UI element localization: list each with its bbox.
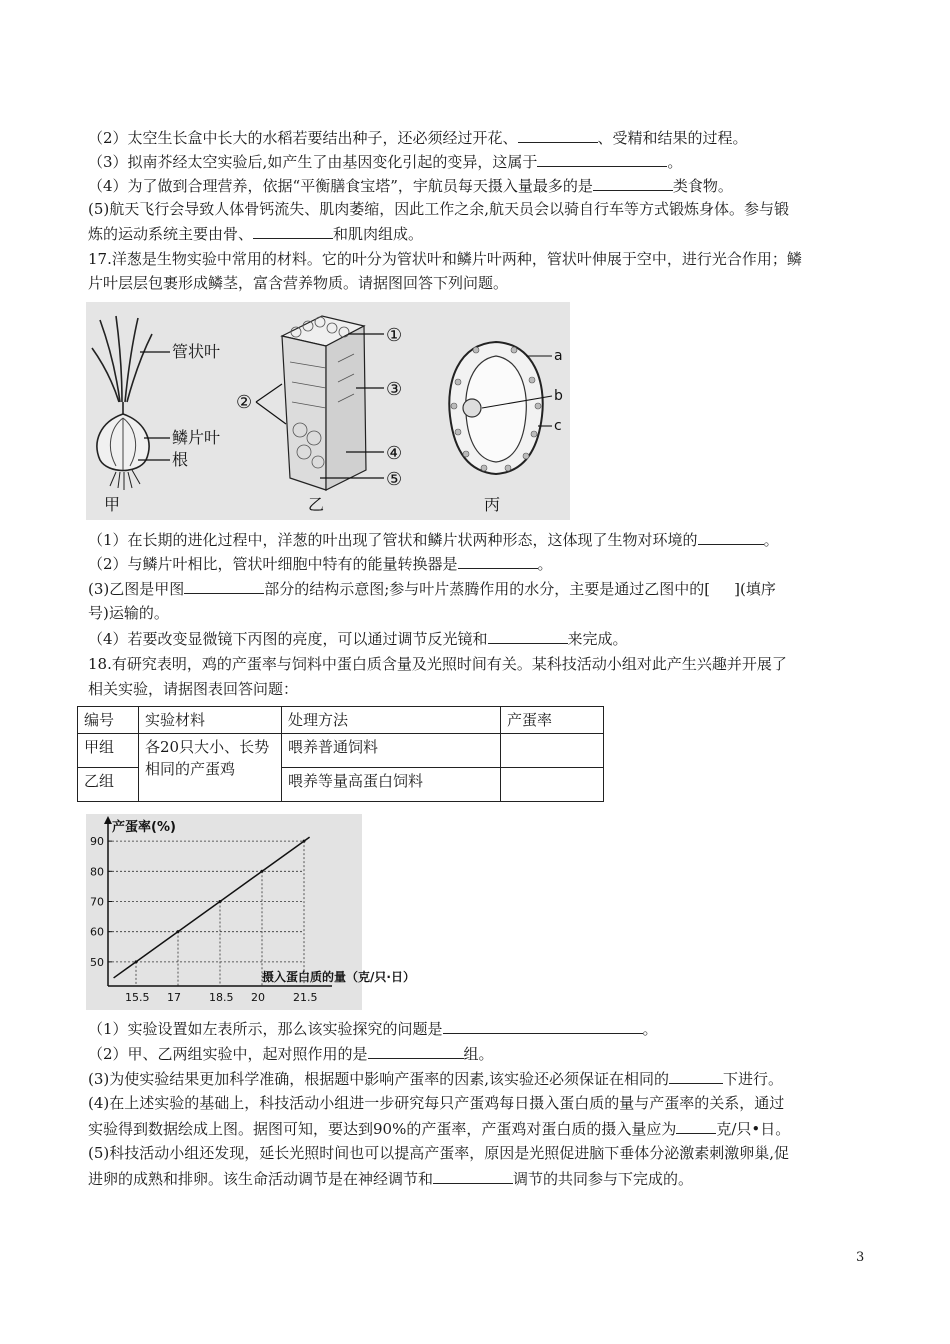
table-header-row [78,707,604,734]
data-point [219,900,222,903]
x-tick-label: 18.5 [209,991,234,1004]
egg-rate-chart [86,814,415,1010]
treatment-yi: 喂养等量高蛋白饲料 [282,768,501,802]
group-yi: 乙组 [78,768,139,802]
onion-figure [86,302,570,520]
q17-4: （4）若要改变显微镜下丙图的亮度，可以通过调节反光镜和 来完成。 [88,627,628,650]
treatment-jia: 喂养普通饲料 [282,734,501,768]
x-tick-label: 17 [167,991,181,1004]
label-n5: ⑤ [386,469,403,490]
q18-stem-a: 18.有研究表明，鸡的产蛋率与饲料中蛋白质含量及光照时间有关。某科技活动小组对此产生兴趣并开展了 [88,655,787,673]
x-axis-label: 摄入蛋白质的量（克/只·日） [262,970,415,984]
q18-stem-b: 相关实验，请据图表回答问题： [88,680,299,698]
q17-2: （2）与鳞片叶相比，管状叶细胞中特有的能量转换器是 。 [88,552,553,575]
q17-stem-a: 17.洋葱是生物实验中常用的材料。它的叶分为管状叶和鳞片叶两种，管状叶伸展于空中，进行光合作用；鳞 [88,250,802,268]
label-b: b [554,388,563,404]
q16-2: （2）太空生长盒中长大的水稻若要结出种子，还必须经过开花、 、受精和结果的过程。 [88,126,748,149]
x-tick-label: 20 [251,991,265,1004]
table-header: 产蛋率 [501,707,604,734]
table-header: 编号 [78,707,139,734]
q16-5b: 炼的运动系统主要由骨、 和肌肉组成。 [88,222,423,245]
y-axis-label: 产蛋率(%) [112,820,176,835]
y-tick-label: 90 [90,835,104,849]
label-yi: 乙 [308,495,325,514]
q17-3b: 号)运输的。 [88,604,169,622]
table-header: 处理方法 [282,707,501,734]
label-n4: ④ [386,443,403,464]
rate-jia [501,734,604,768]
q17-3a: (3)乙图是甲图 部分的结构示意图;参与叶片蒸腾作用的水分，主要是通过乙图中的[ ](填序 [88,577,776,600]
y-tick-label: 80 [90,865,104,879]
label-bing: 丙 [484,495,501,514]
data-point [261,870,264,873]
label-n3: ③ [386,379,403,400]
data-point [303,840,306,843]
data-point [177,930,180,933]
q16-3: （3）拟南芥经太空实验后,如产生了由基因变化引起的变异，这属于 。 [88,150,682,173]
label-jia: 甲 [104,495,121,514]
label-c: c [554,418,562,434]
q18-5b: 进卵的成熟和排卵。该生命活动调节是在神经调节和 调节的共同参与下完成的。 [88,1167,693,1190]
page-number: 3 [856,1250,865,1265]
x-tick-label: 15.5 [125,991,150,1004]
q18-3: (3)为使实验结果更加科学准确，根据题中影响产蛋率的因素,该实验还必须保证在相同的 下进行。 [88,1067,783,1090]
label-tube-leaf: 管状叶 [172,342,221,361]
q17-1: （1）在长期的进化过程中，洋葱的叶出现了管状和鳞片状两种形态，这体现了生物对环境的 。 [88,528,779,551]
q18-1: （1）实验设置如左表所示，那么该实验探究的问题是 。 [88,1017,658,1040]
y-tick-label: 70 [90,895,104,909]
chart-svg [86,814,415,1010]
label-n1: ① [386,325,403,346]
material-cell: 各20只大小、长势相同的产蛋鸡 [139,734,282,802]
q17-stem-b: 片叶层层包裹形成鳞茎，富含营养物质。请据图回答下列问题。 [88,274,509,292]
q18-4a: (4)在上述实验的基础上，科技活动小组进一步研究每只产蛋鸡每日摄入蛋白质的量与产蛋率的关系，通过 [88,1094,785,1112]
table-row [78,734,604,768]
data-point [135,960,138,963]
label-root: 根 [172,450,189,469]
q18-5a: (5)科技活动小组还发现，延长光照时间也可以提高产蛋率，原因是光照促进脑下垂体分泌激素刺激卵巢,促 [88,1144,790,1162]
q16-5a: (5)航天飞行会导致人体骨钙流失、肌肉萎缩，因此工作之余,航天员会以骑自行车等方式锻炼身体。参与锻 [88,200,790,218]
label-a: a [554,348,563,364]
y-tick-label: 60 [90,925,104,939]
label-n2: ② [236,392,253,413]
group-jia: 甲组 [78,734,139,768]
q16-4: （4）为了做到合理营养，依据“平衡膳食宝塔”，宇航员每天摄入量最多的是 类食物。 [88,174,733,197]
rate-yi [501,768,604,802]
q18-2: （2）甲、乙两组实验中，起对照作用的是 组。 [88,1042,494,1065]
label-scale-leaf: 鳞片叶 [172,428,221,447]
y-tick-label: 50 [90,955,104,969]
q18-4b: 实验得到数据绘成上图。据图可知，要达到90%的产蛋率，产蛋鸡对蛋白质的摄入量应为 克/只•日。 [88,1117,790,1140]
table-header: 实验材料 [139,707,282,734]
onion-figure-svg [86,302,570,520]
x-tick-label: 21.5 [293,991,318,1004]
experiment-table [77,706,604,802]
